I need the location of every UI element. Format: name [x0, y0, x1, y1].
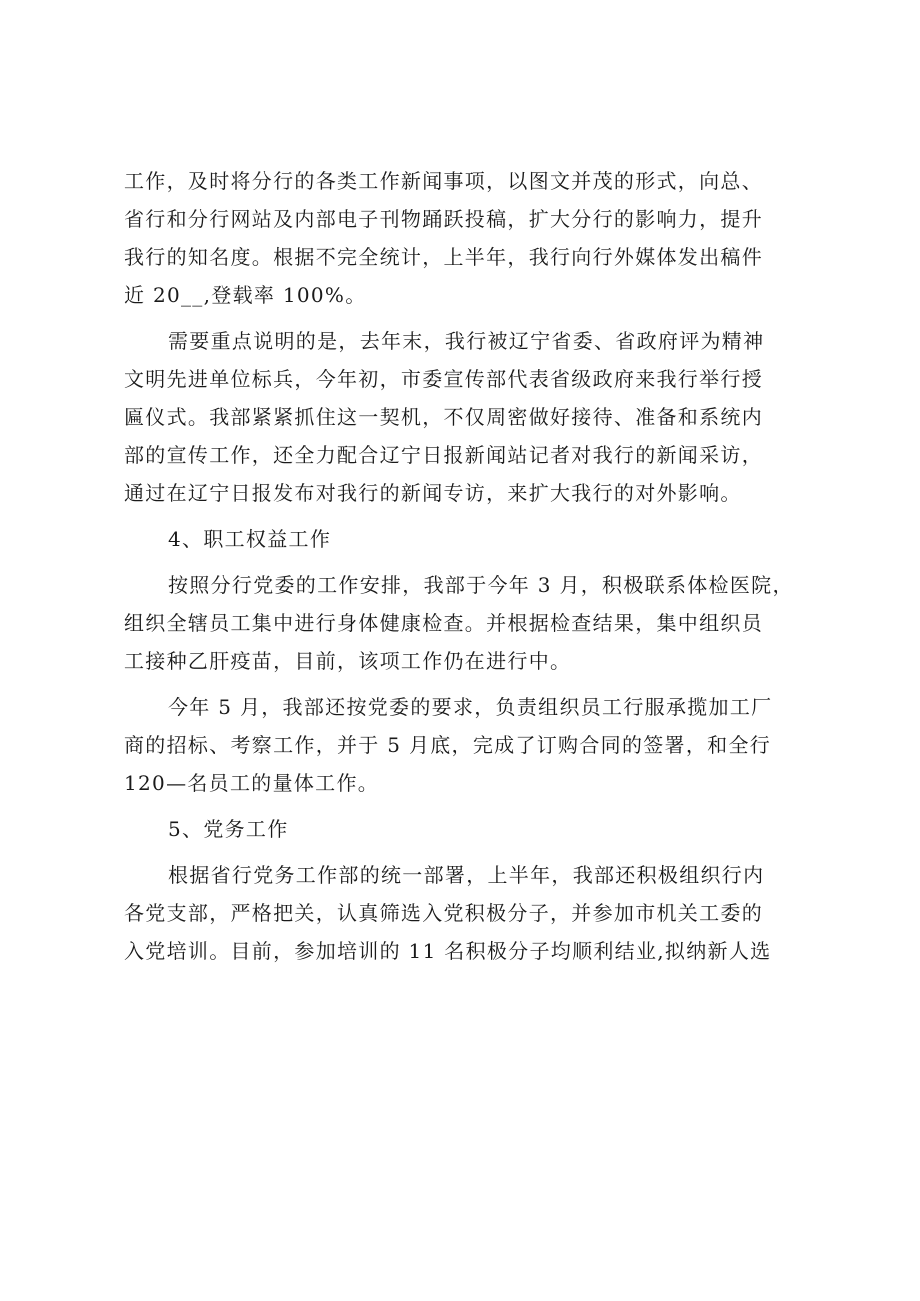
text-line: 组织全辖员工集中进行身体健康检查。并根据检查结果，集中组织员 — [124, 611, 763, 635]
text-line: 匾仪式。我部紧紧抓住这一契机，不仅周密做好接待、准备和系统内 — [124, 405, 763, 429]
paragraph-health-check — [124, 566, 824, 680]
text-line: 120—名员工的量体工作。 — [124, 771, 380, 795]
text-line: 省行和分行网站及内部电子刊物踊跃投稿，扩大分行的影响力，提升 — [124, 207, 763, 231]
heading-text: 4、职工权益工作 — [168, 527, 332, 551]
text-line: 需要重点说明的是，去年末，我行被辽宁省委、省政府评为精神 — [168, 329, 765, 353]
text-line: 商的招标、考察工作，并于 5 月底，完成了订购合同的签署，和全行 — [124, 733, 772, 757]
text-line: 工作，及时将分行的各类工作新闻事项，以图文并茂的形式，向总、 — [124, 169, 763, 193]
text-line: 我行的知名度。根据不完全统计，上半年，我行向行外媒体发出稿件 — [124, 245, 763, 269]
text-line: 今年 5 月，我部还按党委的要求，负责组织员工行服承揽加工厂 — [168, 695, 773, 719]
text-line: 各党支部，严格把关，认真筛选入党积极分子，并参加市机关工委的 — [124, 901, 763, 925]
heading-text: 5、党务工作 — [168, 817, 289, 841]
text-line: 工接种乙肝疫苗，目前，该项工作仍在进行中。 — [124, 649, 572, 673]
text-line: 近 20__,登载率 100%。 — [124, 283, 367, 307]
paragraph-party-training — [124, 856, 824, 970]
section-heading-party-affairs — [124, 810, 824, 848]
paragraph-news-submissions — [124, 162, 824, 314]
section-heading-employee-rights — [124, 520, 824, 558]
paragraph-civilization-award — [124, 322, 824, 512]
document-body — [124, 162, 824, 970]
text-line: 根据省行党务工作部的统一部署，上半年，我部还积极组织行内 — [168, 863, 765, 887]
paragraph-uniform-tender — [124, 688, 824, 802]
text-line: 入党培训。目前，参加培训的 11 名积极分子均顺利结业,拟纳新人选 — [124, 939, 772, 963]
text-line: 通过在辽宁日报发布对我行的新闻专访，来扩大我行的对外影响。 — [124, 481, 742, 505]
text-line: 部的宣传工作，还全力配合辽宁日报新闻站记者对我行的新闻采访， — [124, 443, 763, 467]
text-line: 按照分行党委的工作安排，我部于今年 3 月，积极联系体检医院， — [168, 573, 794, 597]
text-line: 文明先进单位标兵，今年初，市委宣传部代表省级政府来我行举行授 — [124, 367, 763, 391]
